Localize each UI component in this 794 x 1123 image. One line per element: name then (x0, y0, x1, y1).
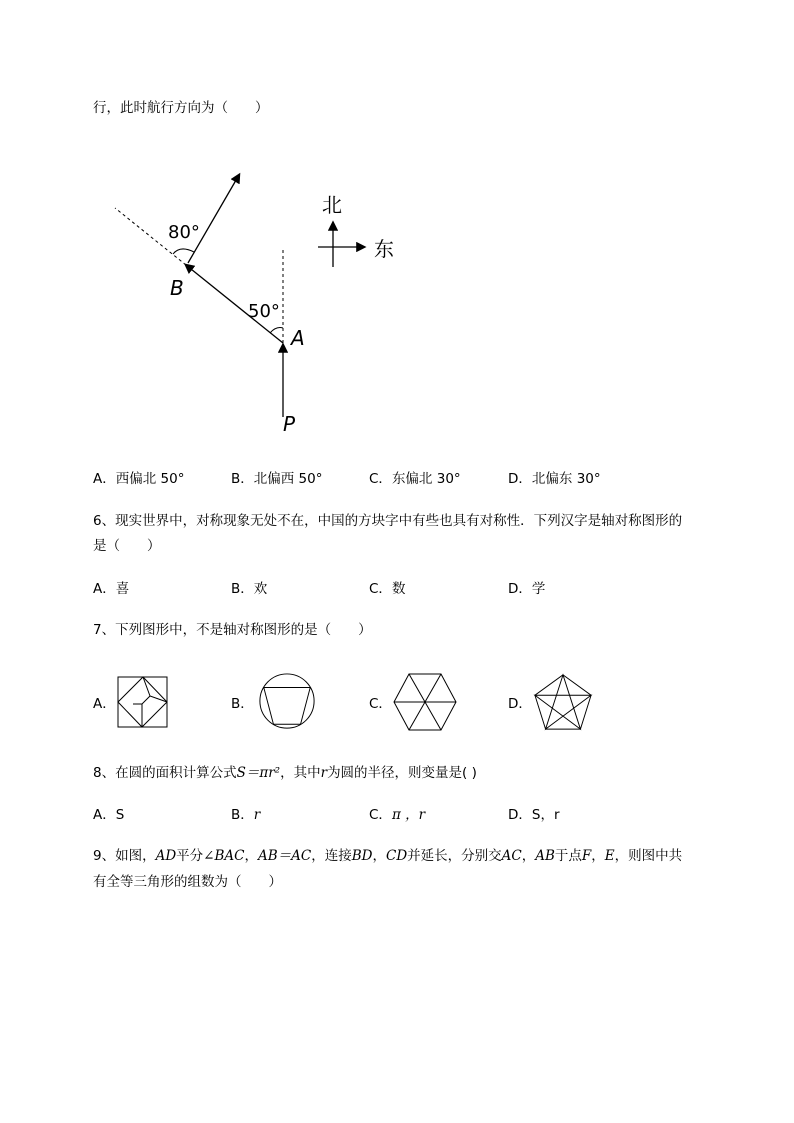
q6-line1: 6、现实世界中，对称现象无处不在，中国的方块字中有些也具有对称性．下列汉字是轴对称图形的 (93, 513, 683, 529)
q6-option-d[interactable]: D．学 (508, 581, 546, 597)
q9-line1: 9、如图，AD平分∠BAC，AB＝AC，连接BD，CD并延长，分别交AC，AB于点F，E，则图中共 (93, 848, 683, 864)
q8-line1: 8、在圆的面积计算公式S＝πr²，其中r为圆的半径，则变量是( ) (93, 765, 477, 781)
q8-formula: S＝πr² (236, 765, 281, 781)
q6-option-a[interactable]: A．喜 (93, 581, 130, 597)
angle-label-b: 80° (168, 222, 200, 243)
q7-figure-c[interactable] (392, 672, 458, 732)
arc-80 (173, 249, 194, 254)
q7-figure-a[interactable] (116, 672, 170, 732)
q5-text: 行，此时航行方向为（ ） (93, 100, 269, 116)
q5-figure (100, 165, 420, 440)
q8-option-d[interactable]: D．S，r (508, 807, 560, 823)
point-label-a: A (291, 326, 305, 350)
q5-option-c[interactable]: C．东偏北 30° (369, 471, 461, 487)
q8-option-a[interactable]: A．S (93, 807, 125, 823)
q6-line2: 是（ ） (93, 538, 161, 554)
arc-50 (270, 328, 283, 333)
q5-option-b[interactable]: B．北偏西 50° (231, 471, 323, 487)
q7-option-c-letter[interactable]: C． (369, 696, 392, 712)
q7-option-a-letter[interactable]: A． (93, 696, 116, 712)
q9-line2: 有全等三角形的组数为（ ） (93, 874, 282, 890)
q5-option-a[interactable]: A．西偏北 50° (93, 471, 185, 487)
q7-option-b-letter[interactable]: B． (231, 696, 254, 712)
q8-option-b[interactable]: B．r (231, 807, 261, 823)
segment-b-heading (188, 175, 239, 263)
q6-option-b[interactable]: B．欢 (231, 581, 268, 597)
q6-option-c[interactable]: C．数 (369, 581, 406, 597)
point-label-b: B (170, 276, 184, 300)
angle-label-a: 50° (248, 301, 280, 322)
q5-option-d[interactable]: D．北偏东 30° (508, 471, 601, 487)
point-label-p: P (283, 412, 296, 436)
q7-figure-b[interactable] (256, 672, 318, 732)
compass-north-label: 北 (322, 193, 342, 217)
q7-line1: 7、下列图形中，不是轴对称图形的是（ ） (93, 622, 372, 638)
q8-option-c[interactable]: C．π ，r (369, 807, 426, 823)
compass-east-label: 东 (374, 237, 394, 261)
q8-var-r: r (320, 765, 328, 781)
q7-option-d-letter[interactable]: D． (508, 696, 532, 712)
q7-figure-d[interactable] (530, 672, 596, 732)
